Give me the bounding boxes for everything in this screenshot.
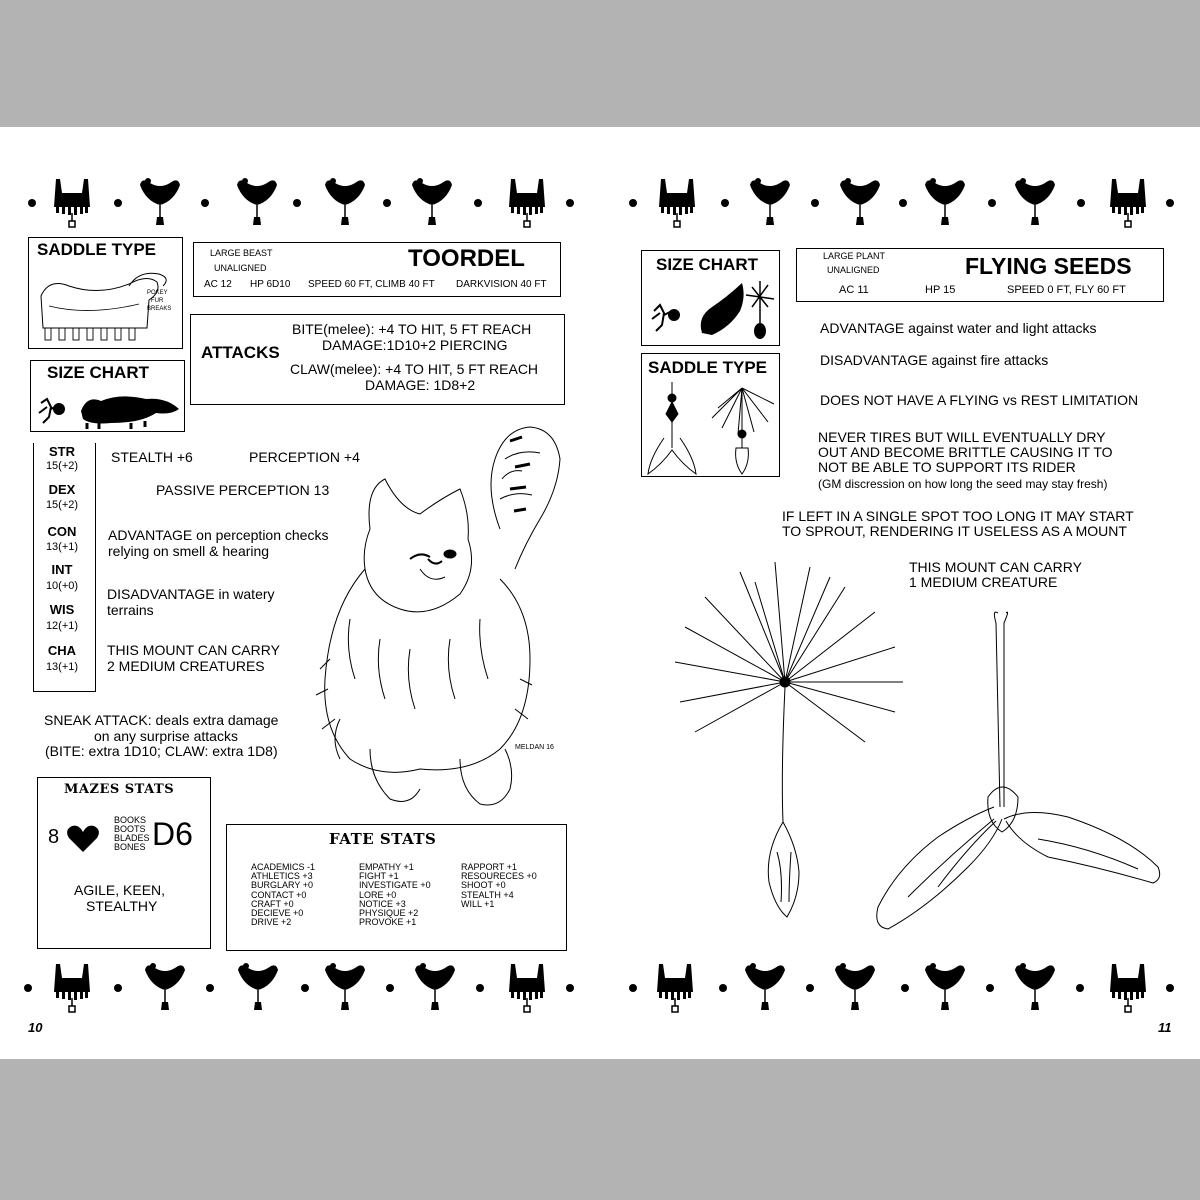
fate-skill: RESOURECES +0 bbox=[461, 871, 537, 882]
tires-line-2: OUT AND BECOME BRITTLE CAUSING IT TO bbox=[818, 444, 1113, 460]
perception-skill: PERCEPTION +4 bbox=[249, 449, 360, 465]
fate-skill: LORE +0 bbox=[359, 889, 397, 900]
bite-line-1: BITE(melee): +4 TO HIT, 5 FT REACH bbox=[292, 321, 532, 337]
fate-skill: ATHLETICS +3 bbox=[251, 871, 313, 882]
attacks-title: ATTACKS bbox=[201, 343, 280, 362]
fate-skill: BURGLARY +0 bbox=[251, 880, 313, 891]
mazes-word-boots: BOOTS bbox=[114, 824, 146, 834]
top-border-right bbox=[600, 167, 1200, 247]
fate-skill: CONTACT +0 bbox=[251, 889, 307, 900]
size-chart-box-right bbox=[641, 250, 780, 346]
int-value: 10(+0) bbox=[45, 580, 79, 592]
size-chart-title-right: SIZE CHART bbox=[656, 255, 758, 274]
speed: SPEED 60 FT, CLIMB 40 FT bbox=[308, 279, 435, 290]
sprout-line-2: TO SPROUT, RENDERING IT USELESS AS A MOUNT bbox=[782, 523, 1127, 539]
creature-name: TOORDEL bbox=[408, 245, 525, 272]
size-chart-box bbox=[30, 360, 185, 432]
claw-line-1: CLAW(melee): +4 TO HIT, 5 FT REACH bbox=[290, 361, 539, 377]
attacks-box bbox=[190, 314, 565, 405]
heart-icon bbox=[66, 824, 100, 854]
saddle-type-box bbox=[28, 237, 183, 349]
ability-scores bbox=[33, 443, 96, 692]
int-label: INT bbox=[51, 562, 73, 577]
sneak-line-1: SNEAK ATTACK: deals extra damage bbox=[44, 712, 279, 728]
mazes-word-bones: BONES bbox=[114, 842, 146, 852]
mazes-hearts: 8 bbox=[48, 826, 60, 848]
statblock-box-right bbox=[796, 248, 1164, 302]
str-label: STR bbox=[49, 444, 75, 459]
fate-skill: NOTICE +3 bbox=[359, 898, 406, 909]
mazes-desc-2: STEALTHY bbox=[86, 898, 158, 914]
armor-class-right: AC 11 bbox=[839, 284, 869, 296]
con-label: CON bbox=[47, 524, 77, 539]
fate-skill: DRIVE +2 bbox=[251, 917, 292, 928]
disadvantage-right: DISADVANTAGE against fire attacks bbox=[820, 352, 1049, 368]
fate-skill: STEALTH +4 bbox=[461, 889, 514, 900]
con-value: 13(+1) bbox=[45, 541, 79, 553]
fate-skill: PHYSIQUE +2 bbox=[359, 908, 419, 919]
str-value: 15(+2) bbox=[45, 460, 79, 472]
fate-skill: RAPPORT +1 bbox=[461, 862, 517, 872]
disadvantage-line-1: DISADVANTAGE in watery bbox=[107, 586, 275, 602]
advantage-line-2: relying on smell & hearing bbox=[108, 543, 270, 559]
wis-label: WIS bbox=[49, 602, 75, 617]
claw-line-2: DAMAGE: 1D8+2 bbox=[365, 377, 476, 393]
size-comparison-icon bbox=[31, 383, 181, 433]
darkvision: DARKVISION 40 FT bbox=[456, 279, 547, 290]
advantage-line-1: ADVANTAGE on perception checks bbox=[108, 527, 329, 543]
carry-right-2: 1 MEDIUM CREATURE bbox=[909, 574, 1058, 590]
page-number-left: 10 bbox=[28, 1020, 43, 1035]
cha-label: CHA bbox=[47, 643, 77, 658]
tires-line-3: NOT BE ABLE TO SUPPORT ITS RIDER bbox=[818, 459, 1076, 475]
fate-skill: SHOOT +0 bbox=[461, 880, 506, 891]
disadvantage-line-2: terrains bbox=[107, 602, 154, 618]
seed-saddle-icon bbox=[642, 378, 777, 478]
mazes-stats-box bbox=[37, 777, 211, 949]
dex-value: 15(+2) bbox=[45, 499, 79, 511]
gm-note: (GM discression on how long the seed may stay fresh) bbox=[818, 477, 1108, 491]
seed-size-comparison-icon bbox=[642, 277, 777, 347]
advantage-right: ADVANTAGE against water and light attacks bbox=[820, 320, 1097, 336]
mazes-desc-1: AGILE, KEEN, bbox=[74, 882, 166, 898]
tires-line-1: NEVER TIRES BUT WILL EVENTUALLY DRY bbox=[818, 429, 1106, 445]
statblock-box bbox=[193, 242, 561, 297]
fate-skill: FIGHT +1 bbox=[359, 871, 399, 882]
fate-skill: WILL +1 bbox=[461, 898, 495, 909]
book-spread bbox=[0, 127, 1200, 1059]
fate-skill: CRAFT +0 bbox=[251, 898, 294, 909]
fate-col-3 bbox=[461, 863, 537, 909]
fate-skill: PROVOKE +1 bbox=[359, 917, 417, 928]
hit-points-right: HP 15 bbox=[925, 284, 956, 296]
fate-title: FATE STATS bbox=[329, 830, 437, 848]
saddle-note-2: FUR bbox=[151, 298, 164, 304]
dex-label: DEX bbox=[48, 482, 76, 497]
artist-signature: MELDAN 16 bbox=[515, 744, 554, 751]
fate-skill: INVESTIGATE +0 bbox=[359, 880, 431, 891]
bite-line-2: DAMAGE:1D10+2 PIERCING bbox=[322, 337, 508, 353]
bottom-border-right bbox=[600, 952, 1200, 1032]
saddle-type-box-right bbox=[641, 353, 780, 477]
fate-col-1 bbox=[251, 863, 315, 927]
sneak-line-3: (BITE: extra 1D10; CLAW: extra 1D8) bbox=[45, 743, 278, 759]
cha-value: 13(+1) bbox=[45, 661, 79, 673]
fate-skill: ACADEMICS -1 bbox=[251, 862, 316, 872]
passive-perception: PASSIVE PERCEPTION 13 bbox=[156, 482, 330, 498]
alignment-right: UNALIGNED bbox=[827, 265, 880, 275]
fate-col-2 bbox=[359, 863, 431, 927]
hit-points: HP 6D10 bbox=[250, 279, 291, 290]
carry-right-1: THIS MOUNT CAN CARRY bbox=[909, 559, 1082, 575]
sneak-line-2: on any surprise attacks bbox=[94, 728, 238, 744]
carry-line-1: THIS MOUNT CAN CARRY bbox=[107, 642, 280, 658]
page-number-right: 11 bbox=[1158, 1020, 1172, 1035]
wis-value: 12(+1) bbox=[45, 620, 79, 632]
saddle-type-title-right: SADDLE TYPE bbox=[648, 358, 768, 377]
sprout-line-1: IF LEFT IN A SINGLE SPOT TOO LONG IT MAY START bbox=[782, 508, 1134, 524]
size-chart-title: SIZE CHART bbox=[47, 363, 149, 382]
armor-class: AC 12 bbox=[204, 279, 232, 290]
fate-skill: DECIEVE +0 bbox=[251, 908, 304, 919]
maple-seed-illustration bbox=[868, 607, 1168, 927]
fate-skill: EMPATHY +1 bbox=[359, 862, 414, 872]
type-line: LARGE BEAST bbox=[210, 248, 273, 258]
saddle-type-title: SADDLE TYPE bbox=[37, 240, 157, 259]
mazes-die: D6 bbox=[152, 816, 193, 852]
mazes-word-books: BOOKS bbox=[114, 815, 147, 825]
flying-rest: DOES NOT HAVE A FLYING vs REST LIMITATION bbox=[820, 392, 1139, 408]
carry-line-2: 2 MEDIUM CREATURES bbox=[107, 658, 265, 674]
mazes-title: MAZES STATS bbox=[64, 782, 175, 797]
saddle-note-3: BREAKS bbox=[147, 306, 172, 312]
type-line-right: LARGE PLANT bbox=[823, 251, 886, 261]
top-border-left bbox=[0, 167, 600, 247]
bottom-border-left bbox=[0, 952, 600, 1032]
speed-right: SPEED 0 FT, FLY 60 FT bbox=[1007, 284, 1126, 296]
creature-name-right: FLYING SEEDS bbox=[965, 253, 1132, 279]
saddle-note-1: POKEY bbox=[147, 290, 168, 296]
fate-stats-box bbox=[226, 824, 567, 951]
mazes-word-blades: BLADES bbox=[114, 833, 150, 843]
stealth-skill: STEALTH +6 bbox=[111, 449, 193, 465]
alignment: UNALIGNED bbox=[214, 263, 267, 273]
